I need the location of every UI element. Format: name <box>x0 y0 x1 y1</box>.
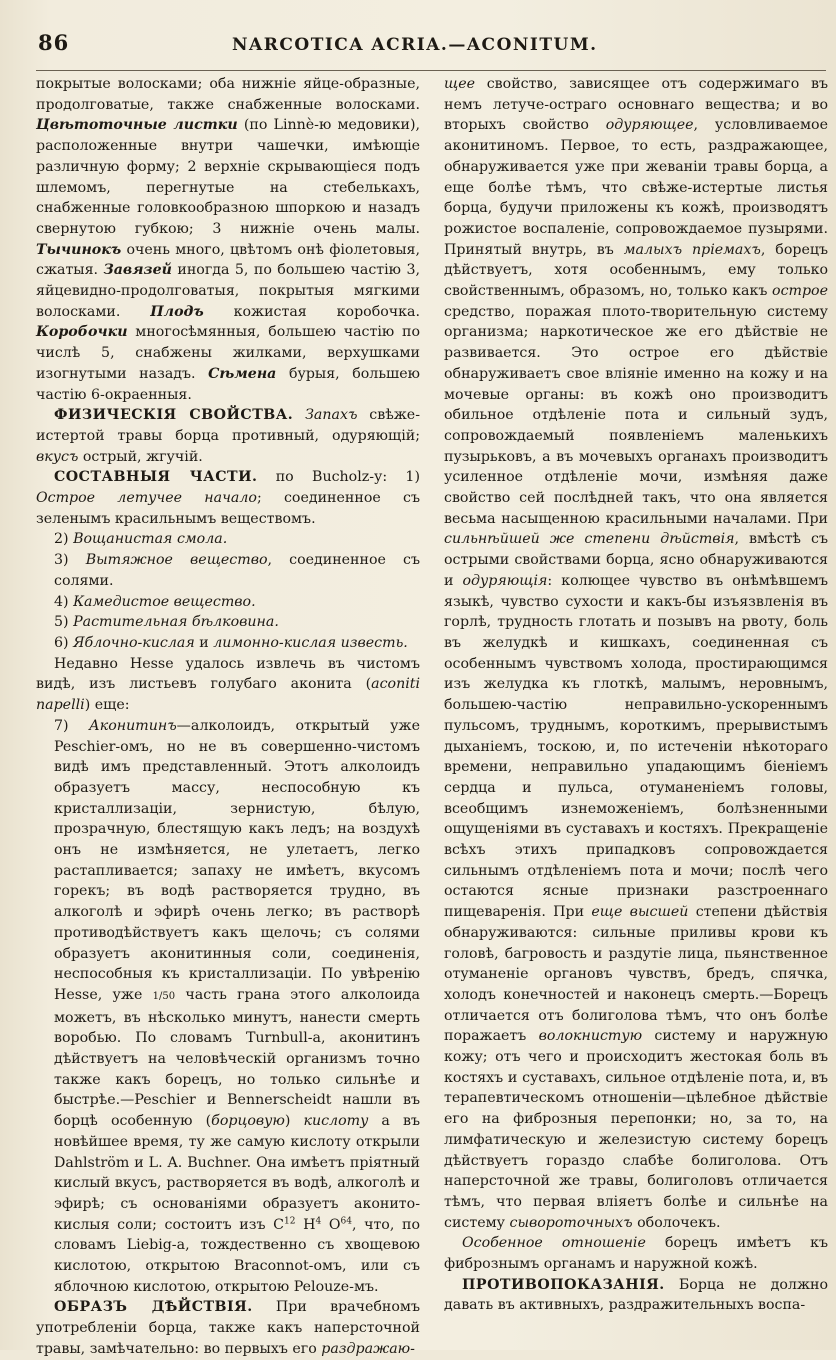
right-column <box>444 74 828 1336</box>
list-item: 4) Камедистое вещество. <box>54 593 256 610</box>
list-item: 3) Вытяжное вещество, соединенное съ солями. <box>54 552 420 589</box>
left-column <box>36 74 421 1357</box>
paragraph-contraindications: ПРОТИВОПОКАЗАНІЯ. Борца не должно давать въ активныхъ, раздражительныхъ воспа- <box>444 1276 828 1314</box>
paragraph-components: СОСТАВНЫЯ ЧАСТИ. по Bucholz-у: 1) Острое летучее начало; соединенное съ зеленымъ красильнымъ веществомъ. <box>36 469 420 527</box>
section-heading-physical: ФИЗИЧЕСКІЯ СВОЙСТВА. <box>54 407 294 424</box>
page-header <box>36 30 826 70</box>
paragraph-hesse: Недавно Hesse удалось извлечь въ чистомъ видѣ, изъ листьевъ голубаго аконита (aconiti napelli) еще: <box>36 655 420 714</box>
header-rule <box>36 70 826 71</box>
page-number: 86 <box>38 30 70 55</box>
paragraph-aconitine: 7) Аконитинъ—алколоидъ, открытый уже Peschier-омъ, но не въ совершенно-чистомъ видѣ имъ представленный. Этотъ алколоидъ образуетъ массу, неспособную къ кристаллизаціи, зернистую, бѣлую, прозрачную, блестящую какъ ледъ; на воздухѣ онъ не измѣняется, не улетаетъ, легко растапливается; запаху не имѣетъ, вкусомъ горекъ; въ водѣ растворяется трудно, въ алкоголѣ и эфирѣ очень легко; въ растворѣ противодѣйствуетъ какъ щелочь; съ солями образуетъ аконитинныя соли, соединенія, неспособныя къ кристаллизаціи. По увѣренію Hesse, уже 1/50 часть грана этого алколоида можетъ, въ нѣсколько минутъ, нанести смерть воробью. По словамъ Turnbull-а, аконитинъ дѣйствуетъ на человѣческій организмъ точно также какъ борецъ, но только сильнѣе и быстрѣе.—Peschier и Bennerscheidt нашли въ борцѣ особенную (борцовую) кислоту а въ новѣйшее время, ту же самую кислоту открыли Dahlström и L. A. Buchner. Она имѣетъ пріятный кислый вкусъ, растворяется въ водѣ, алкоголѣ и эфирѣ; съ основаніями образуетъ аконито-кислыя соли; состоитъ изъ $C^{12}$ $H^4$ $O^{64}$, что, по словамъ Liebig-а, тождественно съ хвощевою кислотою, открытою Braconnot-омъ, или съ яблочною кислотою, открытою Pelouze-мъ. <box>54 717 420 1295</box>
paragraph-mode-of-action: ОБРАЗЪ ДѢЙСТВІЯ. При врачебномъ употребленіи борца, также какъ наперсточной травы, замѣчательно: во первыхъ его раздражаю- <box>36 1299 420 1357</box>
list-item: 5) Растительная бѣлковина. <box>54 614 279 631</box>
paragraph-physical-properties: ФИЗИЧЕСКІЯ СВОЙСТВА. Запахъ свѣже-истертой травы борца противный, одуряющій; вкусъ острый, жгучій. <box>36 407 420 465</box>
paragraph-action-continued: щее свойство, зависящее отъ содержимаго въ немъ летуче-остраго основнаго вещества; и во вторыхъ свойство одуряющее, условливаемое аконитиномъ. Первое, то есть, раздражающее, обнаруживается уже при жеваніи травы борца, а еще болѣе тѣмъ, что свѣже-истертые листья борца, будучи приложены къ кожѣ, производятъ рожистое воспаленіе, сопровождаемое пузырями. Принятый внутрь, въ малыхъ пріемахъ, борецъ дѣйствуетъ, хотя особеннымъ, ему только свойственнымъ, образомъ, но, только какъ острое средство, поражая плото-творительную систему организма; наркотическое же его дѣйствіе не развивается. Это острое его дѣйствіе обнаруживаетъ свое вліяніе именно на кожу и на мочевые органы: въ кожѣ оно производитъ обильное отдѣленіе пота и сильный зудъ, сопровождаемый появленіемъ маленькихъ пузырьковъ, а въ мочевыхъ органахъ производитъ усиленное отдѣленіе мочи, измѣняя даже свойство сей послѣдней такъ, что она является весьма насыщенною красильными началами. При сильнѣйшей же степени дѣйствія, вмѣстѣ съ острыми свойствами борца, ясно обнаруживаются и одуряющія: колющее чувство въ онѣмѣвшемъ языкѣ, чувство сухости и какъ-бы изъязвленія въ горлѣ, трудность глотать и позывъ на рвоту, боль въ желудкѣ и кишкахъ, соединенная съ особеннымъ чувствомъ холода, простирающимся изъ желудка къ глоткѣ, малымъ, неровнымъ, большею-частію неправильно-ускореннымъ пульсомъ, труднымъ, короткимъ, прерывистымъ дыханіемъ, тоскою, и, по истеченіи нѣкотораго времени, неправильно упадающимъ біеніемъ сердца и пульса, отуманеніемъ головы, всеобщимъ изнеможеніемъ, болѣзненными ощущеніями въ суставахъ и костяхъ. Прекращеніе всѣхъ этихъ припадковъ сопровождается сильнымъ отдѣленіемъ пота и мочи; послѣ чего остаются ясные признаки разстроеннаго пищеваренія. При еще высшей степени дѣйствія обнаруживаются: сильные приливы крови къ головѣ, багровость и раздутіе лица, пьянственное отуманеніе органовъ чувствъ, бредъ, спячка, холодъ конечностей и наконецъ смерть.—Борецъ отличается отъ болиголова тѣмъ, что онъ болѣе поражаетъ волокнистую систему и наружную кожу; отъ чего и происходитъ жестокая боль въ костяхъ и суставахъ, сильное отдѣленіе пота, и, въ терапевтическомъ отношеніи—цѣлебное дѣйствіе его на фиброзныя перепонки; но, за то, на лимфатическую и железистую систему борецъ дѣйствуетъ гораздо слабѣе болиголова. Отъ наперсточной же травы, болиголовъ отличается тѣмъ, что первая вліяетъ болѣе и сильнѣе на систему сывороточныхъ оболочекъ. <box>444 76 829 1231</box>
section-heading-contraindications: ПРОТИВОПОКАЗАНІЯ. <box>462 1276 665 1293</box>
list-item: 6) Яблочно-кислая и лимонно-кислая известь. <box>54 634 408 651</box>
section-heading-components: СОСТАВНЫЯ ЧАСТИ. <box>54 469 258 486</box>
running-title: NARCOTICA ACRIA.—ACONITUM. <box>232 35 598 55</box>
section-heading-action: ОБРАЗЪ ДѢЙСТВІЯ. <box>54 1299 253 1316</box>
list-item: 2) Вощанистая смола. <box>54 531 228 548</box>
paragraph-special-relation: Особенное отношеніе борецъ имѣетъ къ фибрознымъ органамъ и наружной кожѣ. <box>444 1235 829 1273</box>
paragraph-flower-description: покрытые волосками; оба нижніе яйце-образные, продолговатые, также снабженные волосками. Цвѣтоточные листки (по Linnè-ю медовики), расположенные внутри чашечки, имѣющіе различную форму; 2 верхніе скрывающіеся подъ шлемомъ, перегнутые на стебелькахъ, снабженные головкообразною шпоркою и назадъ свернутою губкою; 3 нижніе очень малы. Тычинокъ очень много, цвѣтомъ онѣ фіолетовыя, сжатыя. Завязей иногда 5, по большею частію 3, яйцевидно-продолговатыя, покрытыя мягкими волосками. Плодъ кожистая коробочка. Коробочки многосѣмянныя, большею частію по числѣ 5, снабжены жилками, верхушками изогнутыми назадъ. Сѣмена бурыя, большею частію 6-окраенныя. <box>36 76 421 403</box>
